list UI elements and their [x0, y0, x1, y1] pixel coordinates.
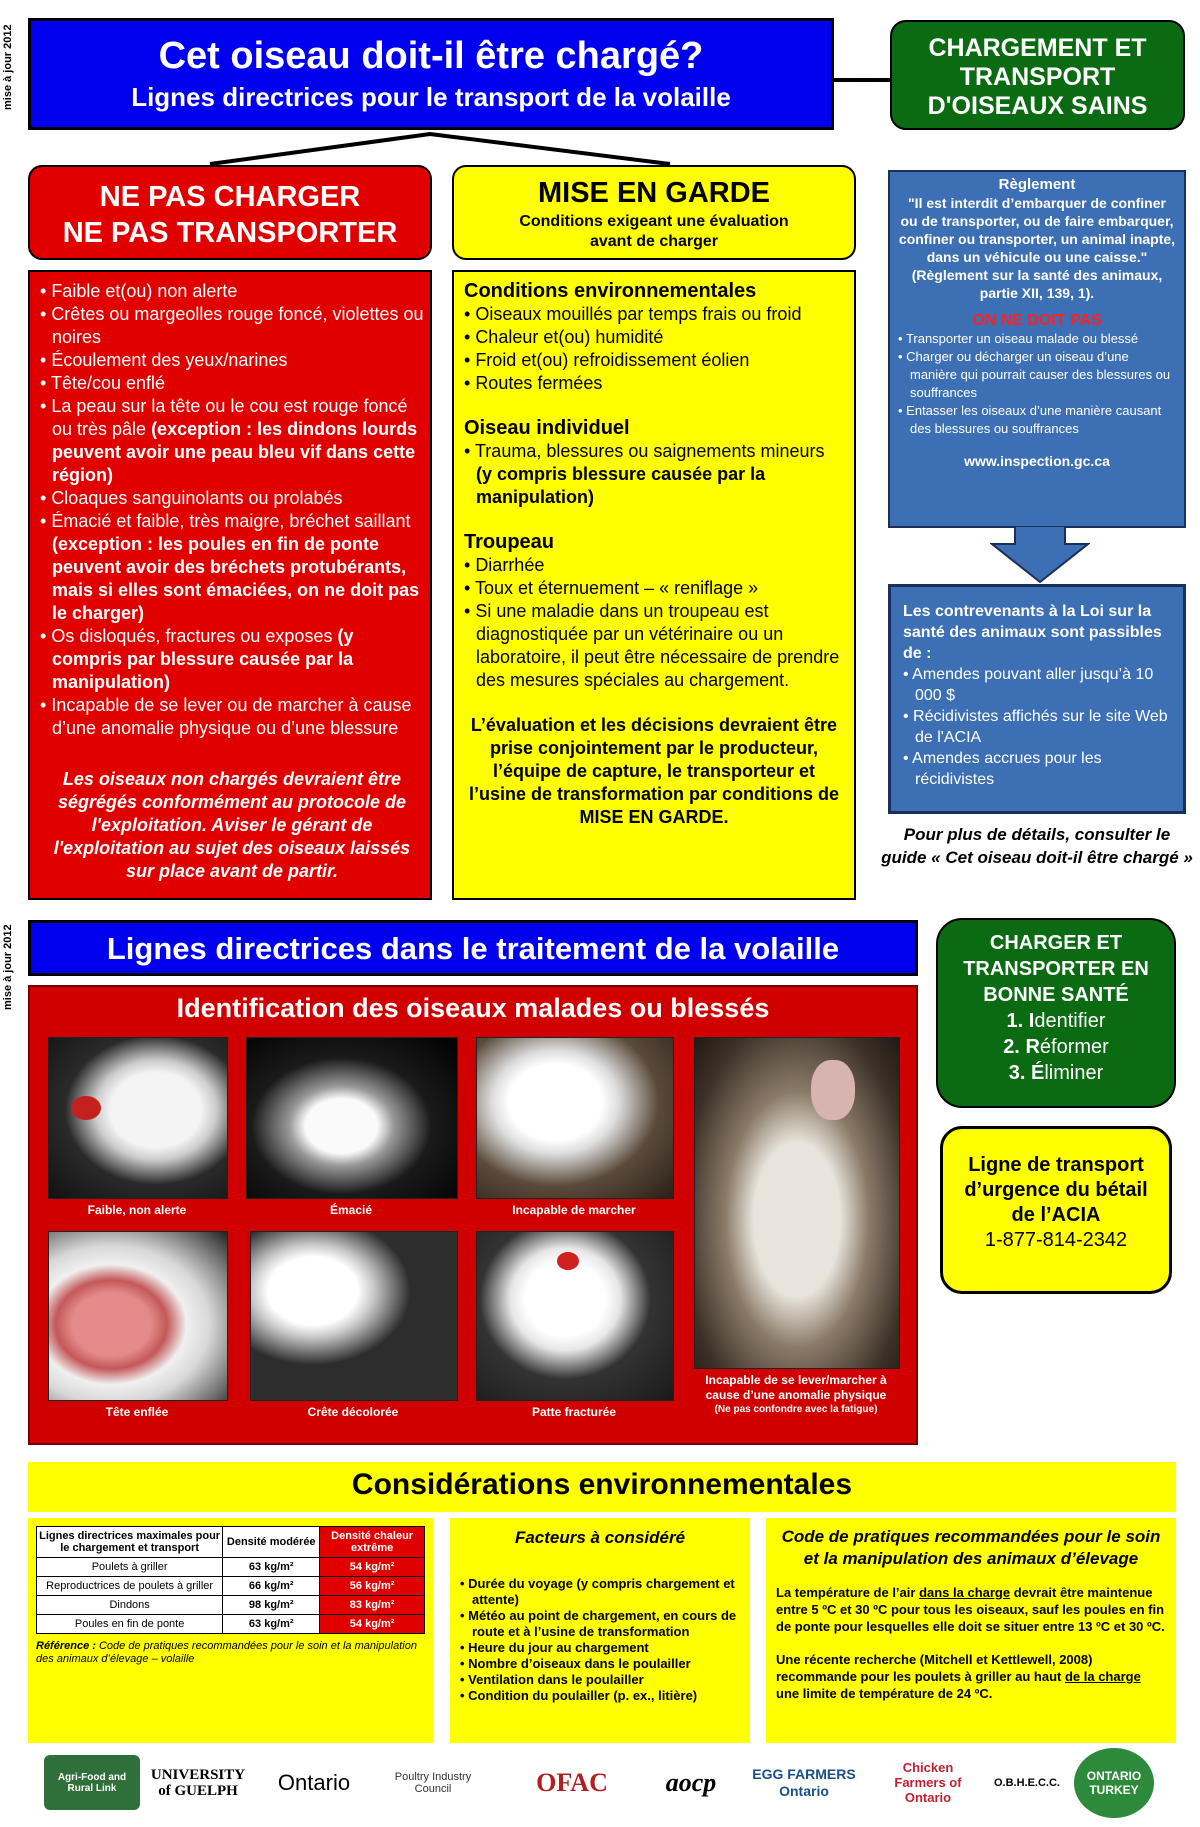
pen-item: • Amendes pouvant aller jusqu’à 10 000 $ — [903, 664, 1171, 706]
photo-emaciated-bird — [246, 1037, 458, 1199]
density-row — [37, 1577, 425, 1596]
item-text: Faible et(ou) non alerte — [51, 281, 238, 301]
photo-weak-bird — [48, 1037, 228, 1199]
step-initial: É — [1031, 1062, 1045, 1084]
segregation-note: Les oiseaux non chargés devraient être ségrégés conformément au protocole de l'exploitation. Aviser le gérant de l'exploitation au sujet des oiseaux laissés sur place avant de partir. — [53, 769, 411, 881]
do-not-load-panel — [28, 270, 432, 900]
healthy-transport-box: CHARGEMENT ET TRANSPORT D'OISEAUX SAINS — [890, 20, 1185, 130]
code-title: Code de pratiques recommandées pour le soin et la manipulation des animaux d’élevage — [781, 1527, 1161, 1568]
penalties-list — [903, 664, 1171, 790]
item-exception: (exception : les poules en fin de ponte peuvent avoir des bréchets protubérants, mais si elles sont émaciées, on ne doit pas le charger) — [52, 534, 420, 623]
fac-item: • Nombre d’oiseaux dans le poulailler — [460, 1656, 740, 1672]
caption-swollen: Tête enflée — [105, 1405, 169, 1419]
photos-title: Identification des oiseaux malades ou blessés — [176, 993, 770, 1023]
density-cell: 63 kg/m² — [223, 1615, 320, 1634]
reg-item: • Transporter un oiseau malade ou blessé — [898, 330, 1176, 348]
logo-agri-food-link: Agri-Food and Rural Link — [44, 1755, 140, 1810]
page-title: Cet oiseau doit-il être chargé? — [158, 35, 704, 77]
item-text: Incapable de se lever ou de marcher à cause d’une anomalie physique ou d’une blessure — [51, 695, 412, 738]
density-cell: 63 kg/m² — [223, 1558, 320, 1577]
do-not-load-title: NE PAS CHARGER — [99, 181, 361, 213]
fac-item: • Condition du poulailler (p. ex., litière) — [460, 1688, 740, 1704]
density-panel — [28, 1518, 433, 1743]
density-col-guideline: Lignes directrices maximales pour le chargement et transport — [37, 1527, 223, 1558]
do-not-load-item — [40, 510, 424, 625]
regulation-title: Règlement — [998, 176, 1076, 193]
main-header — [28, 18, 834, 130]
penalties-panel — [888, 584, 1186, 814]
healthy-steps-title: CHARGER ET TRANSPORTER EN BONNE SANTÉ — [963, 932, 1149, 1006]
inspection-url: www.inspection.gc.ca — [964, 453, 1110, 469]
step-item — [938, 1008, 1174, 1034]
density-row — [37, 1596, 425, 1615]
env-item: • Chaleur et(ou) humidité — [464, 326, 844, 349]
reg-item: • Entasser les oiseaux d’une manière causant des blessures ou souffrances — [898, 402, 1176, 438]
logo-poultry-council: Poultry Industry Council — [394, 1770, 472, 1795]
env-item: • Froid et(ou) refroidissement éolien — [464, 349, 844, 372]
step-num: 2. — [1003, 1036, 1020, 1058]
photo-turkey-unable-stand — [694, 1037, 900, 1369]
code-para-1: La température de l’air dans la charge devrait être maintenue entre 5 ºC et 30 ºC pour tous les oiseaux, sauf les poules en fin de ponte pour lesquelles elle doit se situer entre 13 ºC et 30 ºC. — [776, 1585, 1165, 1634]
page-subtitle: Lignes directrices pour le transport de la volaille — [131, 82, 731, 112]
density-cell: 98 kg/m² — [223, 1596, 320, 1615]
healthy-steps-box — [936, 918, 1176, 1108]
photo-swollen-head — [48, 1231, 228, 1401]
step-initial: I — [1028, 1010, 1035, 1032]
step-num: 1. — [1006, 1010, 1024, 1032]
photos-panel — [28, 985, 918, 1445]
step-rest: liminer — [1044, 1062, 1104, 1084]
pen-item: • Récidivistes affichés sur le site Web de l'ACIA — [903, 706, 1171, 748]
do-not-load-header — [28, 165, 432, 260]
item-exception: (y compris par blessure causée par la manipulation) — [52, 626, 354, 692]
step-num: 3. — [1008, 1062, 1026, 1084]
caution-panel — [452, 270, 856, 900]
do-not-load-item — [40, 395, 424, 487]
density-cell: Poules en fin de ponte — [37, 1615, 223, 1634]
flock-list — [464, 554, 844, 692]
penalties-intro: Les contrevenants à la Loi sur la santé des animaux sont passibles de : — [903, 603, 1162, 662]
logo-ontario: Ontario — [277, 1769, 351, 1795]
env-item: • Oiseaux mouillés par temps frais ou froid — [464, 303, 844, 326]
fac-item: • Durée du voyage (y compris chargement et attente) — [460, 1576, 740, 1608]
fac-item: • Ventilation dans le poulailler — [460, 1672, 740, 1688]
do-not-load-item — [40, 694, 424, 740]
density-col-extreme: Densité chaleur extrême — [320, 1527, 425, 1558]
density-table — [36, 1526, 425, 1634]
connector-line — [834, 78, 890, 82]
item-text: Tête/cou enflé — [50, 373, 166, 393]
caption-emaciated: Émacié — [329, 1203, 373, 1217]
caution-header — [452, 165, 856, 260]
do-not-load-item — [40, 280, 424, 303]
factors-panel — [450, 1518, 750, 1743]
density-cell: Dindons — [37, 1596, 223, 1615]
density-reference: Référence : Code de pratiques recommandées pour le soin et la manipulation des animaux d’élevage – volaille — [36, 1640, 417, 1665]
factors-title: Facteurs à considéré — [514, 1528, 686, 1547]
logo-ofac: OFAC — [536, 1767, 608, 1797]
caption-broken-leg: Patte fracturée — [531, 1405, 617, 1419]
step-item — [938, 1060, 1174, 1086]
processing-header: Lignes directrices dans le traitement de la volaille — [28, 920, 918, 976]
logo-chicken-farmers: Chicken Farmers of Ontario — [894, 1760, 962, 1805]
fac-item: • Météo au point de chargement, en cours de route et à l’usine de transformation — [460, 1608, 740, 1640]
caption-comb: Crête décolorée — [307, 1405, 399, 1419]
steps-list — [938, 1008, 1174, 1086]
photo-broken-leg — [476, 1231, 674, 1401]
step-rest: éformer — [1039, 1036, 1109, 1058]
reg-item: • Charger ou décharger un oiseau d’une manière qui pourrait causer des blessures ou souffrances — [898, 348, 1176, 402]
do-not-transport-title: NE PAS TRANSPORTER — [62, 217, 398, 249]
logo-ontario-turkey: ONTARIO TURKEY — [1074, 1748, 1154, 1818]
logo-aocp: aocp — [665, 1767, 717, 1797]
hotline-text: Ligne de transport d’urgence du bétail de l’ACIA — [964, 1154, 1148, 1226]
item-exception: (exception : les dindons lourds peuvent avoir une peau bleu vif dans cette région) — [52, 419, 418, 485]
do-not-load-item — [40, 372, 424, 395]
flock-heading: Troupeau — [464, 531, 555, 553]
code-para-2: Une récente recherche (Mitchell et Kettlewell, 2008) recommande pour les poulets à griller au haut de la charge une limite de température de 24 ºC. — [776, 1652, 1141, 1701]
density-cell: 66 kg/m² — [223, 1577, 320, 1596]
density-row — [37, 1615, 425, 1634]
do-not-load-item — [40, 625, 424, 694]
do-not-load-item — [40, 303, 424, 349]
env-considerations-header: Considérations environnementales — [28, 1462, 1176, 1512]
flock-item: • Toux et éternuement – « reniflage » — [464, 577, 844, 600]
pen-item: • Amendes accrues pour les récidivistes — [903, 748, 1171, 790]
branch-connector — [200, 130, 700, 166]
density-cell: 54 kg/m² — [320, 1558, 425, 1577]
caption-unable-walk: Incapable de marcher — [512, 1203, 636, 1217]
regulation-quote: "Il est interdit d’embarquer de confiner ou de transporter, ou de faire embarquer, confiner ou transporter, un animal inapte, dans un véhicule ou une caisse." (Règlement sur la santé des animaux, partie XII, 139, 1). — [898, 195, 1176, 301]
density-cell: 54 kg/m² — [320, 1615, 425, 1634]
env-conditions-list — [464, 303, 844, 395]
caption-weak: Faible, non alerte — [87, 1203, 187, 1217]
hotline-box — [940, 1126, 1172, 1294]
item-text: La peau sur la tête ou le cou est rouge foncé ou très pâle — [51, 396, 408, 439]
individual-bird-heading: Oiseau individuel — [464, 417, 630, 439]
item-text: Écoulement des yeux/narines — [51, 350, 288, 370]
flock-item: • Si une maladie dans un troupeau est diagnostiquée par un vétérinaire ou un laboratoire, il peut être nécessaire de prendre des mesures spéciales au chargement. — [464, 600, 844, 692]
density-cell: 83 kg/m² — [320, 1596, 425, 1615]
do-not-load-item — [40, 349, 424, 372]
item-text: Os disloqués, fractures ou exposes — [51, 626, 338, 646]
env-conditions-heading: Conditions environnementales — [464, 280, 757, 302]
must-not-heading: ON NE DOIT PAS — [972, 312, 1102, 329]
regulation-panel — [888, 170, 1186, 528]
density-cell: Reproductrices de poulets à griller — [37, 1577, 223, 1596]
step-initial: R — [1025, 1036, 1040, 1058]
do-not-load-list — [40, 280, 424, 740]
must-not-list — [898, 330, 1176, 438]
caution-subtitle: Conditions exigeant une évaluation avant de charger — [519, 213, 789, 250]
code-panel — [766, 1518, 1176, 1743]
item-text: Émacié et faible, très maigre, bréchet saillant — [51, 511, 411, 531]
logo-obhecc: O.B.H.E.C.C. — [993, 1776, 1060, 1789]
density-cell: Poulets à griller — [37, 1558, 223, 1577]
logo-guelph: UNIVERSITY of GUELPH — [150, 1766, 246, 1799]
env-item: • Routes fermées — [464, 372, 844, 395]
details-note: Pour plus de détails, consulter le guide « Cet oiseau doit-il être chargé » — [881, 825, 1193, 867]
caption-fatigue-note: (Ne pas confondre avec la fatigue) — [714, 1404, 878, 1415]
logo-egg-farmers: EGG FARMERS Ontario — [752, 1765, 856, 1799]
trauma-item: • Trauma, blessures ou saignements mineurs (y compris blessure causée par la manipulation) — [464, 440, 844, 509]
photo-discolored-comb — [250, 1231, 458, 1401]
density-col-moderate: Densité modérée — [223, 1527, 320, 1558]
do-not-load-item — [40, 487, 424, 510]
flock-item: • Diarrhée — [464, 554, 844, 577]
item-text: Crêtes ou margeolles rouge foncé, violettes ou noires — [51, 304, 424, 347]
hotline-phone: 1-877-814-2342 — [984, 1229, 1128, 1251]
caution-note: L’évaluation et les décisions devraient être prise conjointement par le producteur, l’équipe de capture, le transporteur et l’usine de transformation par conditions de MISE EN GARDE. — [468, 715, 840, 827]
factors-list — [460, 1576, 740, 1704]
step-rest: dentifier — [1034, 1010, 1106, 1032]
update-label-2: mise à jour 2012 — [2, 924, 14, 1010]
item-text: Cloaques sanguinolants ou prolabés — [51, 488, 343, 508]
caption-unable-stand: Incapable de se lever/marcher à cause d’une anomalie physique — [705, 1373, 887, 1402]
density-cell: 56 kg/m² — [320, 1577, 425, 1596]
down-arrow-icon — [990, 526, 1090, 584]
caution-title: MISE EN GARDE — [537, 177, 771, 209]
fac-item: • Heure du jour au chargement — [460, 1640, 740, 1656]
update-label: mise à jour 2012 — [2, 24, 14, 110]
density-row — [37, 1558, 425, 1577]
step-item — [938, 1034, 1174, 1060]
photo-unable-walk — [476, 1037, 674, 1199]
